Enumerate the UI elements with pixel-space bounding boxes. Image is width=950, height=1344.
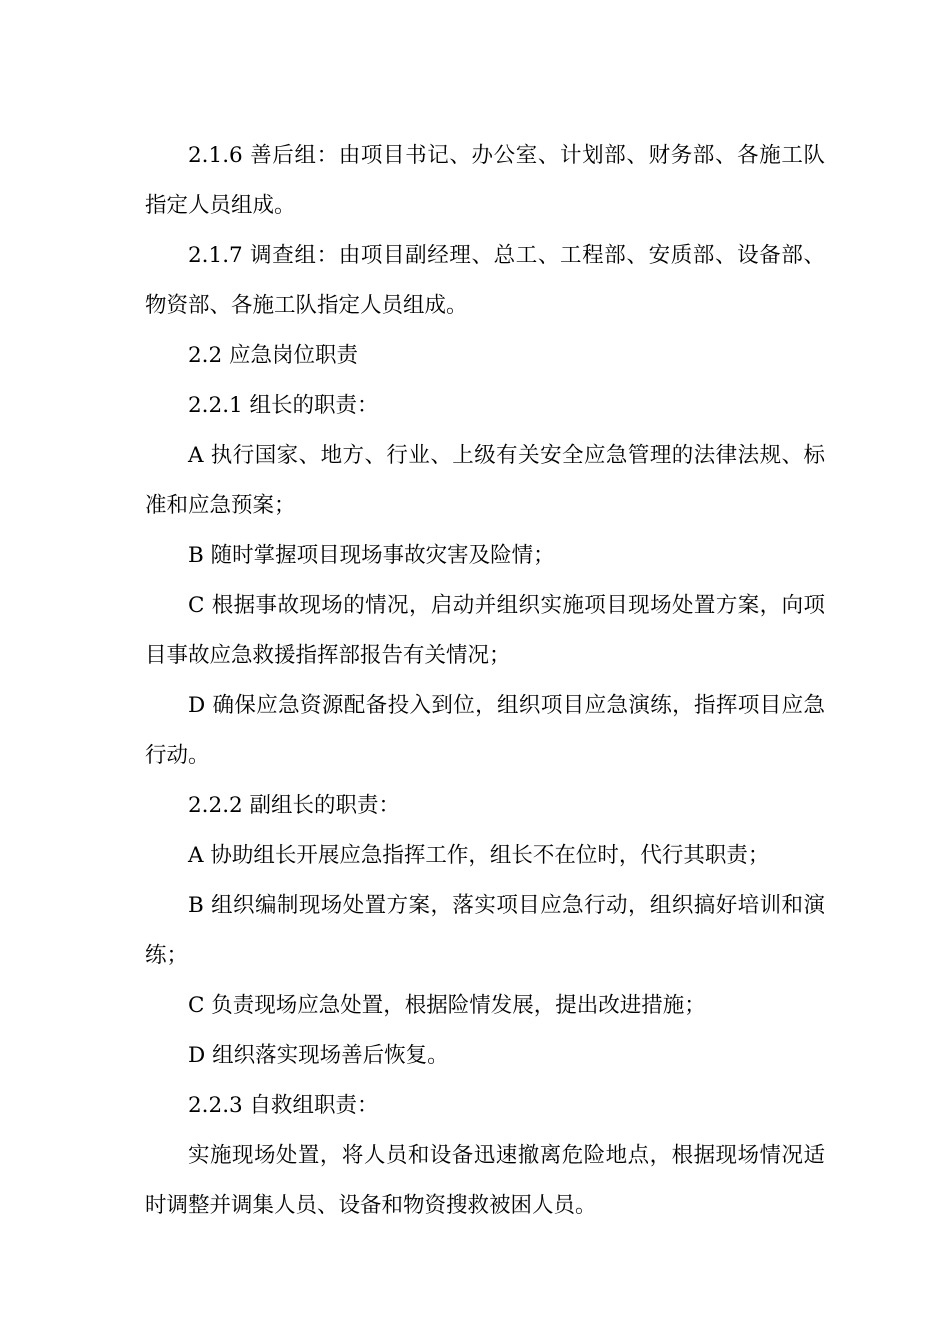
list-item-2-2-2-d: D 组织落实现场善后恢复。 [188,1043,449,1068]
subheading-2-2-3: 2.2.3 自救组职责： [188,1093,379,1118]
list-item-2-2-1-a: A 执行国家、地方、行业、上级有关安全应急管理的法律法规、标准和应急预案； [145,443,825,518]
paragraph-2-2-3-body: 实施现场处置，将人员和设备迅速撤离危险地点，根据现场情况适时调整并调集人员、设备和物资搜救被困人员。 [145,1143,825,1218]
section-heading-2-2: 2.2 应急岗位职责 [188,343,359,368]
list-item-2-2-2-c: C 负责现场应急处置，根据险情发展，提出改进措施； [188,993,706,1018]
list-item-2-2-1-b: B 随时掌握项目现场事故灾害及险情； [188,543,555,568]
paragraph-2-1-7: 2.1.7 调查组：由项目副经理、总工、工程部、安质部、设备部、物资部、各施工队指定人员组成。 [145,243,825,318]
list-item-2-2-1-c: C 根据事故现场的情况，启动并组织实施项目现场处置方案，向项目事故应急救援指挥部报告有关情况； [145,593,825,668]
list-item-2-2-1-d: D 确保应急资源配备投入到位，组织项目应急演练，指挥项目应急行动。 [145,693,825,768]
list-item-2-2-2-b: B 组织编制现场处置方案，落实项目应急行动，组织搞好培训和演练； [145,893,825,968]
document-page [145,131,825,1231]
subheading-2-2-2: 2.2.2 副组长的职责： [188,793,401,818]
paragraph-2-1-6: 2.1.6 善后组：由项目书记、办公室、计划部、财务部、各施工队指定人员组成。 [145,143,825,218]
subheading-2-2-1: 2.2.1 组长的职责： [188,393,379,418]
list-item-2-2-2-a: A 协助组长开展应急指挥工作，组长不在位时，代行其职责； [188,843,770,868]
